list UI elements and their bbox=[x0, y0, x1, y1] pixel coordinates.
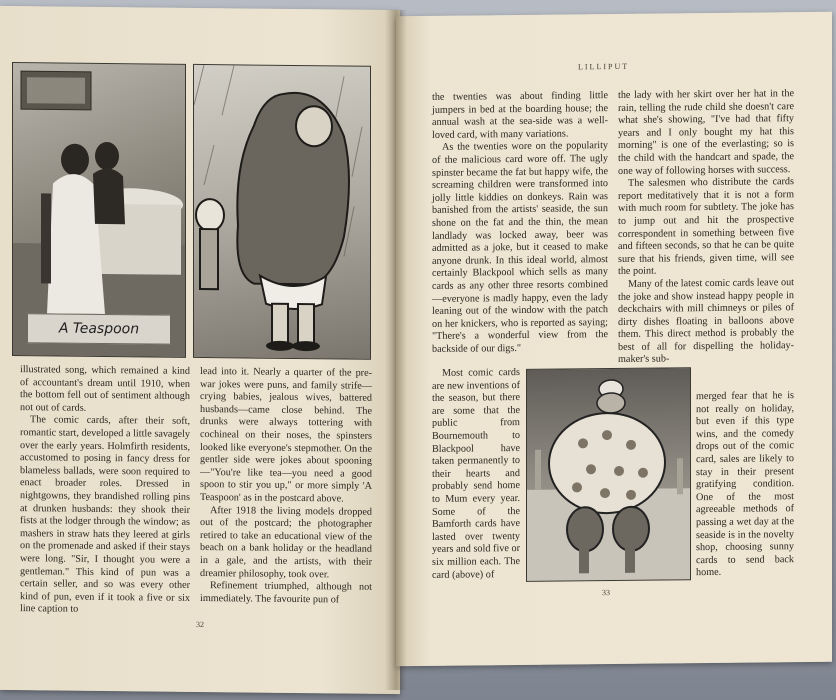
rain-lady-postcard-illustration bbox=[193, 64, 371, 360]
paragraph: illustrated song, which remained a kind of accountant's dream until 1910, when the bottom fell out of sentiment although not out of cards. bbox=[20, 364, 190, 414]
right-column-2-bottom bbox=[696, 390, 794, 580]
running-head: LILLIPUT bbox=[578, 61, 630, 72]
left-page bbox=[0, 6, 400, 694]
paragraph: merged fear that he is not really on holiday, but even if this type wins, and the comedy drops out of the comic card, sales are likely to stay in their present gratifying condition. One of the most agreeable methods of passing a wet day at the seaside is in the novelty shop, choosing sunny cards to send back home. bbox=[696, 390, 794, 579]
paragraph: After 1918 the living models dropped out of the postcard; the photographer retired to take an educational view of the beach on a bank holiday or the headland in a gale, and the artists, with their dreamier philosophy, took over. bbox=[200, 504, 372, 580]
paragraph: Many of the latest comic cards leave out the joke and show instead happy people in deckchairs with mill chimneys or piles of dirty dishes floating in balloons above them. This direct method is probably the best of all for dispelling the holiday-maker's sub- bbox=[618, 277, 794, 366]
paragraph: the lady with her skirt over her hat in the rain, telling the rude child she doesn't care what she's showing, "I've had that fifty years and I only bought my hat this morning" is one of the everlasting; so is the child with the handcart and spade, the one way of following horses with success. bbox=[618, 88, 794, 177]
paragraph: As the twenties wore on the popularity of the malicious card wore off. The ugly spinster became the fat but happy wife, the screaming children were transformed into jolly little kiddies on donkeys. Rain was banished from the artists' seaside, the sun shone on the fat and the thin, the mean landlady was locked away, beer was admitted as a joke, but it ceased to make anyone drunk. In this ideal world, almost certainly Blackpool which sells as many cards as any other three resorts combined—everyone is madly happy, even the lady leaning out of the window with the patch on her knickers, who is reported as saying; "There's a wonderful view from the backside of our digs." bbox=[432, 140, 608, 355]
right-page bbox=[396, 12, 832, 667]
paragraph: the twenties was about finding little jumpers in bed at the boarding house; the annual wash at the sea-side was a well-loved card, with many variations. bbox=[432, 90, 608, 141]
photo-caption: A Teaspoon bbox=[27, 313, 171, 345]
paragraph: Most comic cards are new inventions of the season, but there are some that the public from Bournemouth to Blackpool have taken permanently to their hearts and probably send home to Mum every year. Some of the Bamforth cards have lasted over twenty years and sold five or six million each. The card (above) of bbox=[432, 366, 520, 581]
left-column-1 bbox=[20, 364, 190, 618]
paragraph: lead into it. Nearly a quarter of the pre-war jokes were puns, and family strife—crying babies, jealous wives, battered husbands—came close behind. The drunks were always tottering with cochineal on their noses, the spinsters looked like everyone's stepmother. On the gentler side were jokes about spooning—"You're like tea—you need a good spoon to stir you up," or more simply 'A Teaspoon' as in the postcard above. bbox=[200, 366, 372, 505]
right-column-1-bottom bbox=[432, 367, 520, 582]
paragraph: The comic cards, after their soft, romantic start, developed a little savagely over the early years. Holmfirth residents, accustomed to posing in fancy dress for blameless ballads, were soon required to enact broader roles. Dressed in nightgowns, they brandished rolling pins at drunken husbands: they shook their fists at the lodger through the window; as mashers in straw hats they leered at girls on the promenade and asked if their stays were long. "Sir, I thought you were a gentleman." This kind of pun was a certain seller, and so was every other kind of pun, even if it took a five or six line caption to bbox=[20, 414, 190, 616]
rain-lady-illustration bbox=[194, 65, 370, 359]
beach-bathers-illustration bbox=[527, 368, 690, 581]
right-column-1-top bbox=[432, 90, 608, 356]
paragraph: Refinement triumphed, although not immediately. The favourite pun of bbox=[200, 580, 372, 606]
page-number: 32 bbox=[196, 619, 204, 630]
teaspoon-postcard-photo bbox=[12, 62, 186, 358]
page-number: 33 bbox=[602, 588, 610, 598]
beach-postcard-illustration bbox=[526, 367, 691, 582]
paragraph: The salesmen who distribute the cards report meditatively that it is not a form with much room for subtlety. The joke has to jump out and hit the prospective correspondent in something between five and fifteen seconds, so that he can be quite sure that his friends, given time, will see the point. bbox=[618, 176, 794, 278]
right-column-2-top bbox=[618, 88, 794, 367]
left-column-2 bbox=[200, 366, 372, 607]
